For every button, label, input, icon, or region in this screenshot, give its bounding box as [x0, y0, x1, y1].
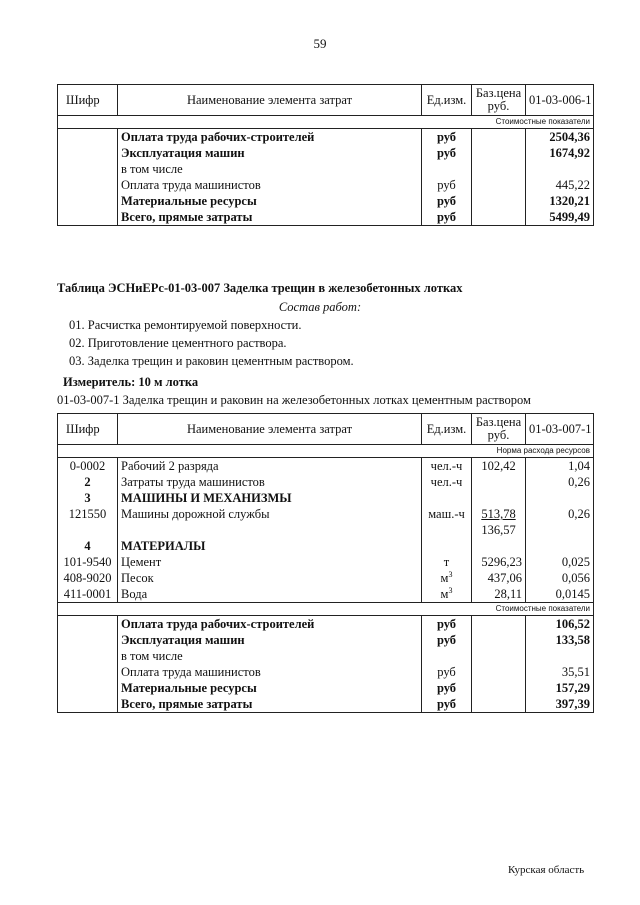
cost-row: [58, 616, 594, 633]
row-value: [526, 161, 594, 177]
row-name: Всего, прямые затраты: [118, 696, 422, 713]
cost-row: [58, 193, 594, 209]
header-unit: Ед.изм.: [422, 414, 472, 445]
row-shifr: [58, 145, 118, 161]
header-shifr: Шифр: [58, 85, 118, 116]
row-name: Материальные ресурсы: [118, 193, 422, 209]
row-value: 35,51: [526, 664, 594, 680]
row-price: [472, 193, 526, 209]
row-unit: руб: [422, 145, 472, 161]
row-shifr: [58, 616, 118, 633]
row-shifr: 101-9540: [58, 554, 118, 570]
work-item-3: 03. Заделка трещин и раковин цементным раствором.: [69, 354, 354, 368]
row-price: [472, 680, 526, 696]
header-code: 01-03-006-1: [526, 85, 594, 116]
row-price: [472, 209, 526, 226]
row-shifr: 408-9020: [58, 570, 118, 586]
row-name: Оплата труда рабочих-строителей: [118, 616, 422, 633]
row-shifr: 4: [58, 538, 118, 554]
row-price: [472, 648, 526, 664]
header-name: Наименование элемента затрат: [118, 414, 422, 445]
row-name: в том числе: [118, 648, 422, 664]
row-name: Вода: [118, 586, 422, 603]
row-shifr: [58, 161, 118, 177]
work-item-2: 02. Приготовление цементного раствора.: [69, 336, 287, 350]
row-value: 1674,92: [526, 145, 594, 161]
footer-region: Курская область: [508, 864, 585, 876]
row-unit: руб: [422, 696, 472, 713]
row-value: 133,58: [526, 632, 594, 648]
unit-superscript: 3: [448, 570, 453, 579]
row-price: [472, 696, 526, 713]
header-price: Баз.цена руб.: [472, 85, 526, 116]
row-name: Материальные ресурсы: [118, 680, 422, 696]
row-value: 0,056: [526, 570, 594, 586]
row-value: 106,52: [526, 616, 594, 633]
row-shifr: 411-0001: [58, 586, 118, 603]
row-price: [472, 145, 526, 161]
cost-row: [58, 161, 594, 177]
row-price: [472, 474, 526, 490]
unit-text: м: [440, 571, 449, 585]
subheader-cost-indicators: Стоимостные показатели: [58, 603, 594, 616]
section-materials: МАТЕРИАЛЫ: [118, 538, 422, 554]
table-title: Таблица ЭСНиЕРс-01-03-007 Заделка трещин в железобетонных лотках: [57, 281, 463, 295]
row-unit: руб: [422, 664, 472, 680]
row-value: 0,26: [526, 474, 594, 490]
row-unit: [422, 586, 472, 603]
cost-row: [58, 177, 594, 193]
cost-row: [58, 145, 594, 161]
table-row: [58, 506, 594, 522]
subheader-resource-norm: Норма расхода ресурсов: [58, 445, 594, 458]
row-value: 0,26: [526, 506, 594, 522]
row-name: Машины дорожной службы: [118, 506, 422, 522]
row-shifr: [58, 664, 118, 680]
row-unit: руб: [422, 193, 472, 209]
row-unit: руб: [422, 177, 472, 193]
table-row: [58, 490, 594, 506]
subheader-row: [58, 116, 594, 129]
row-shifr: [58, 648, 118, 664]
resource-table-01-03-007-1: [57, 413, 594, 713]
row-price: 102,42: [472, 458, 526, 475]
subheader-row: [58, 603, 594, 616]
header-name: Наименование элемента затрат: [118, 85, 422, 116]
row-unit: чел.-ч: [422, 458, 472, 475]
unit-text: м: [440, 587, 449, 601]
row-unit: [422, 648, 472, 664]
row-shifr: 2: [58, 474, 118, 490]
row-name: Затраты труда машинистов: [118, 474, 422, 490]
row-unit: т: [422, 554, 472, 570]
row-price: [472, 632, 526, 648]
table-header-row: [58, 414, 594, 445]
norm-code-line: 01-03-007-1 Заделка трещин и раковин на железобетонных лотках цементным раствором: [57, 393, 531, 407]
row-name: Оплата труда машинистов: [118, 177, 422, 193]
row-unit: маш.-ч: [422, 506, 472, 522]
row-price: [472, 177, 526, 193]
row-value: [526, 648, 594, 664]
row-price: 5296,23: [472, 554, 526, 570]
header-unit: Ед.изм.: [422, 85, 472, 116]
row-value: 1320,21: [526, 193, 594, 209]
row-value: 397,39: [526, 696, 594, 713]
cost-row: [58, 129, 594, 146]
cost-row: [58, 664, 594, 680]
subheader-row: [58, 445, 594, 458]
table-row: [58, 474, 594, 490]
composition-title: Состав работ:: [278, 300, 362, 314]
row-shifr: 3: [58, 490, 118, 506]
cost-row: [58, 648, 594, 664]
row-value: 1,04: [526, 458, 594, 475]
header-shifr: Шифр: [58, 414, 118, 445]
row-name: Всего, прямые затраты: [118, 209, 422, 226]
row-name: Эксплуатация машин: [118, 632, 422, 648]
row-name: Оплата труда машинистов: [118, 664, 422, 680]
row-shifr: [58, 193, 118, 209]
row-shifr: [58, 632, 118, 648]
row-shifr: [58, 680, 118, 696]
row-unit: руб: [422, 680, 472, 696]
unit-superscript: 3: [448, 586, 453, 595]
row-value: 2504,36: [526, 129, 594, 146]
row-name: Цемент: [118, 554, 422, 570]
row-unit: [422, 570, 472, 586]
table-row: [58, 570, 594, 586]
row-price: 437,06: [472, 570, 526, 586]
cost-row: [58, 209, 594, 226]
cost-table-01-03-006-1: [57, 84, 594, 226]
row-name: Эксплуатация машин: [118, 145, 422, 161]
work-item-1: 01. Расчистка ремонтируемой поверхности.: [69, 318, 302, 332]
table-row: [58, 522, 594, 538]
page-number: 59: [313, 36, 327, 51]
row-shifr: [58, 209, 118, 226]
row-value: 445,22: [526, 177, 594, 193]
row-value: 157,29: [526, 680, 594, 696]
row-price: [472, 664, 526, 680]
row-price: 513,78: [472, 506, 526, 522]
cost-row: [58, 680, 594, 696]
row-unit: руб: [422, 632, 472, 648]
row-name: Оплата труда рабочих-строителей: [118, 129, 422, 146]
table-header-row: [58, 85, 594, 116]
row-name: в том числе: [118, 161, 422, 177]
header-price: Баз.цена руб.: [472, 414, 526, 445]
row-unit: руб: [422, 616, 472, 633]
subheader-cost-indicators: Стоимостные показатели: [58, 116, 594, 129]
row-price: [472, 161, 526, 177]
row-value: 0,0145: [526, 586, 594, 603]
row-price: 28,11: [472, 586, 526, 603]
row-name: Рабочий 2 разряда: [118, 458, 422, 475]
measure-unit: Измеритель: 10 м лотка: [63, 375, 199, 389]
section-machines: МАШИНЫ И МЕХАНИЗМЫ: [118, 490, 422, 506]
row-shifr: [58, 696, 118, 713]
cost-row: [58, 632, 594, 648]
row-price: [472, 616, 526, 633]
table-row: [58, 586, 594, 603]
row-price-secondary: 136,57: [472, 522, 526, 538]
table-row: [58, 554, 594, 570]
row-shifr: 121550: [58, 506, 118, 522]
row-name: Песок: [118, 570, 422, 586]
row-unit: чел.-ч: [422, 474, 472, 490]
table-row: [58, 458, 594, 475]
row-shifr: [58, 129, 118, 146]
row-value: 5499,49: [526, 209, 594, 226]
row-shifr: 0-0002: [58, 458, 118, 475]
row-price: [472, 129, 526, 146]
table-row: [58, 538, 594, 554]
row-unit: руб: [422, 129, 472, 146]
header-code: 01-03-007-1: [526, 414, 594, 445]
row-shifr: [58, 177, 118, 193]
row-unit: руб: [422, 209, 472, 226]
cost-row: [58, 696, 594, 713]
row-value: 0,025: [526, 554, 594, 570]
row-unit: [422, 161, 472, 177]
